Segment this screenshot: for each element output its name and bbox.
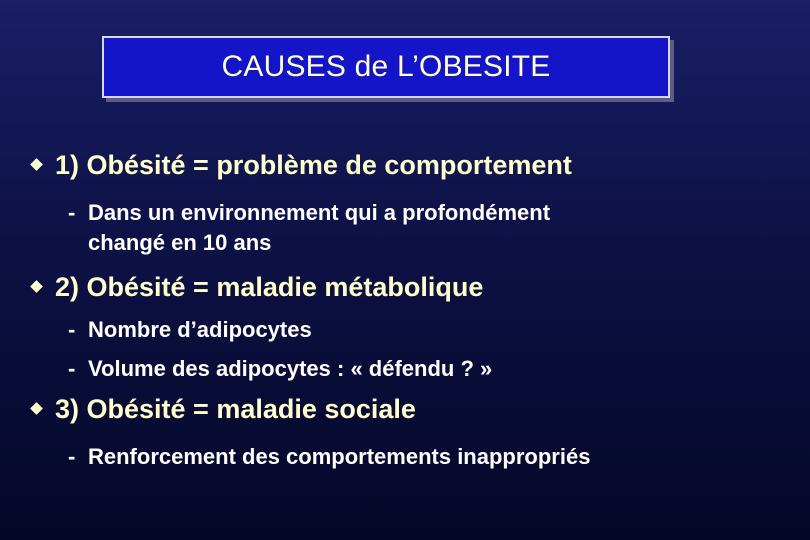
bullet-1-sub-1 — [68, 198, 550, 258]
sub-text: Volume des adipocytes : « défendu ? » — [88, 356, 493, 381]
title-box — [102, 36, 670, 98]
sub-text-continued: changé en 10 ans — [88, 230, 272, 255]
sub-text: Dans un environnement qui a profondément — [88, 200, 551, 225]
sub-text: Nombre d’adipocytes — [88, 317, 312, 342]
bullet-1-text: 1) Obésité = problème de comportement — [55, 150, 572, 180]
dash-marker: - — [68, 356, 76, 381]
bullet-2-sub-2 — [68, 354, 492, 384]
bullet-2-sub-1 — [68, 315, 312, 345]
bullet-3 — [32, 394, 416, 425]
diamond-bullet-icon — [30, 280, 43, 293]
dash-marker: - — [68, 444, 76, 469]
dash-marker: - — [68, 317, 76, 342]
bullet-2 — [32, 272, 483, 303]
diamond-bullet-icon — [30, 158, 43, 171]
bullet-3-text: 3) Obésité = maladie sociale — [55, 394, 416, 424]
bullet-2-text: 2) Obésité = maladie métabolique — [55, 272, 484, 302]
slide-title: CAUSES de L’OBESITE — [221, 50, 551, 83]
diamond-bullet-icon — [30, 402, 43, 415]
bullet-1 — [32, 150, 572, 181]
sub-text: Renforcement des comportements inappropriés — [88, 444, 591, 469]
dash-marker: - — [68, 200, 76, 225]
bullet-3-sub-1 — [68, 442, 590, 472]
